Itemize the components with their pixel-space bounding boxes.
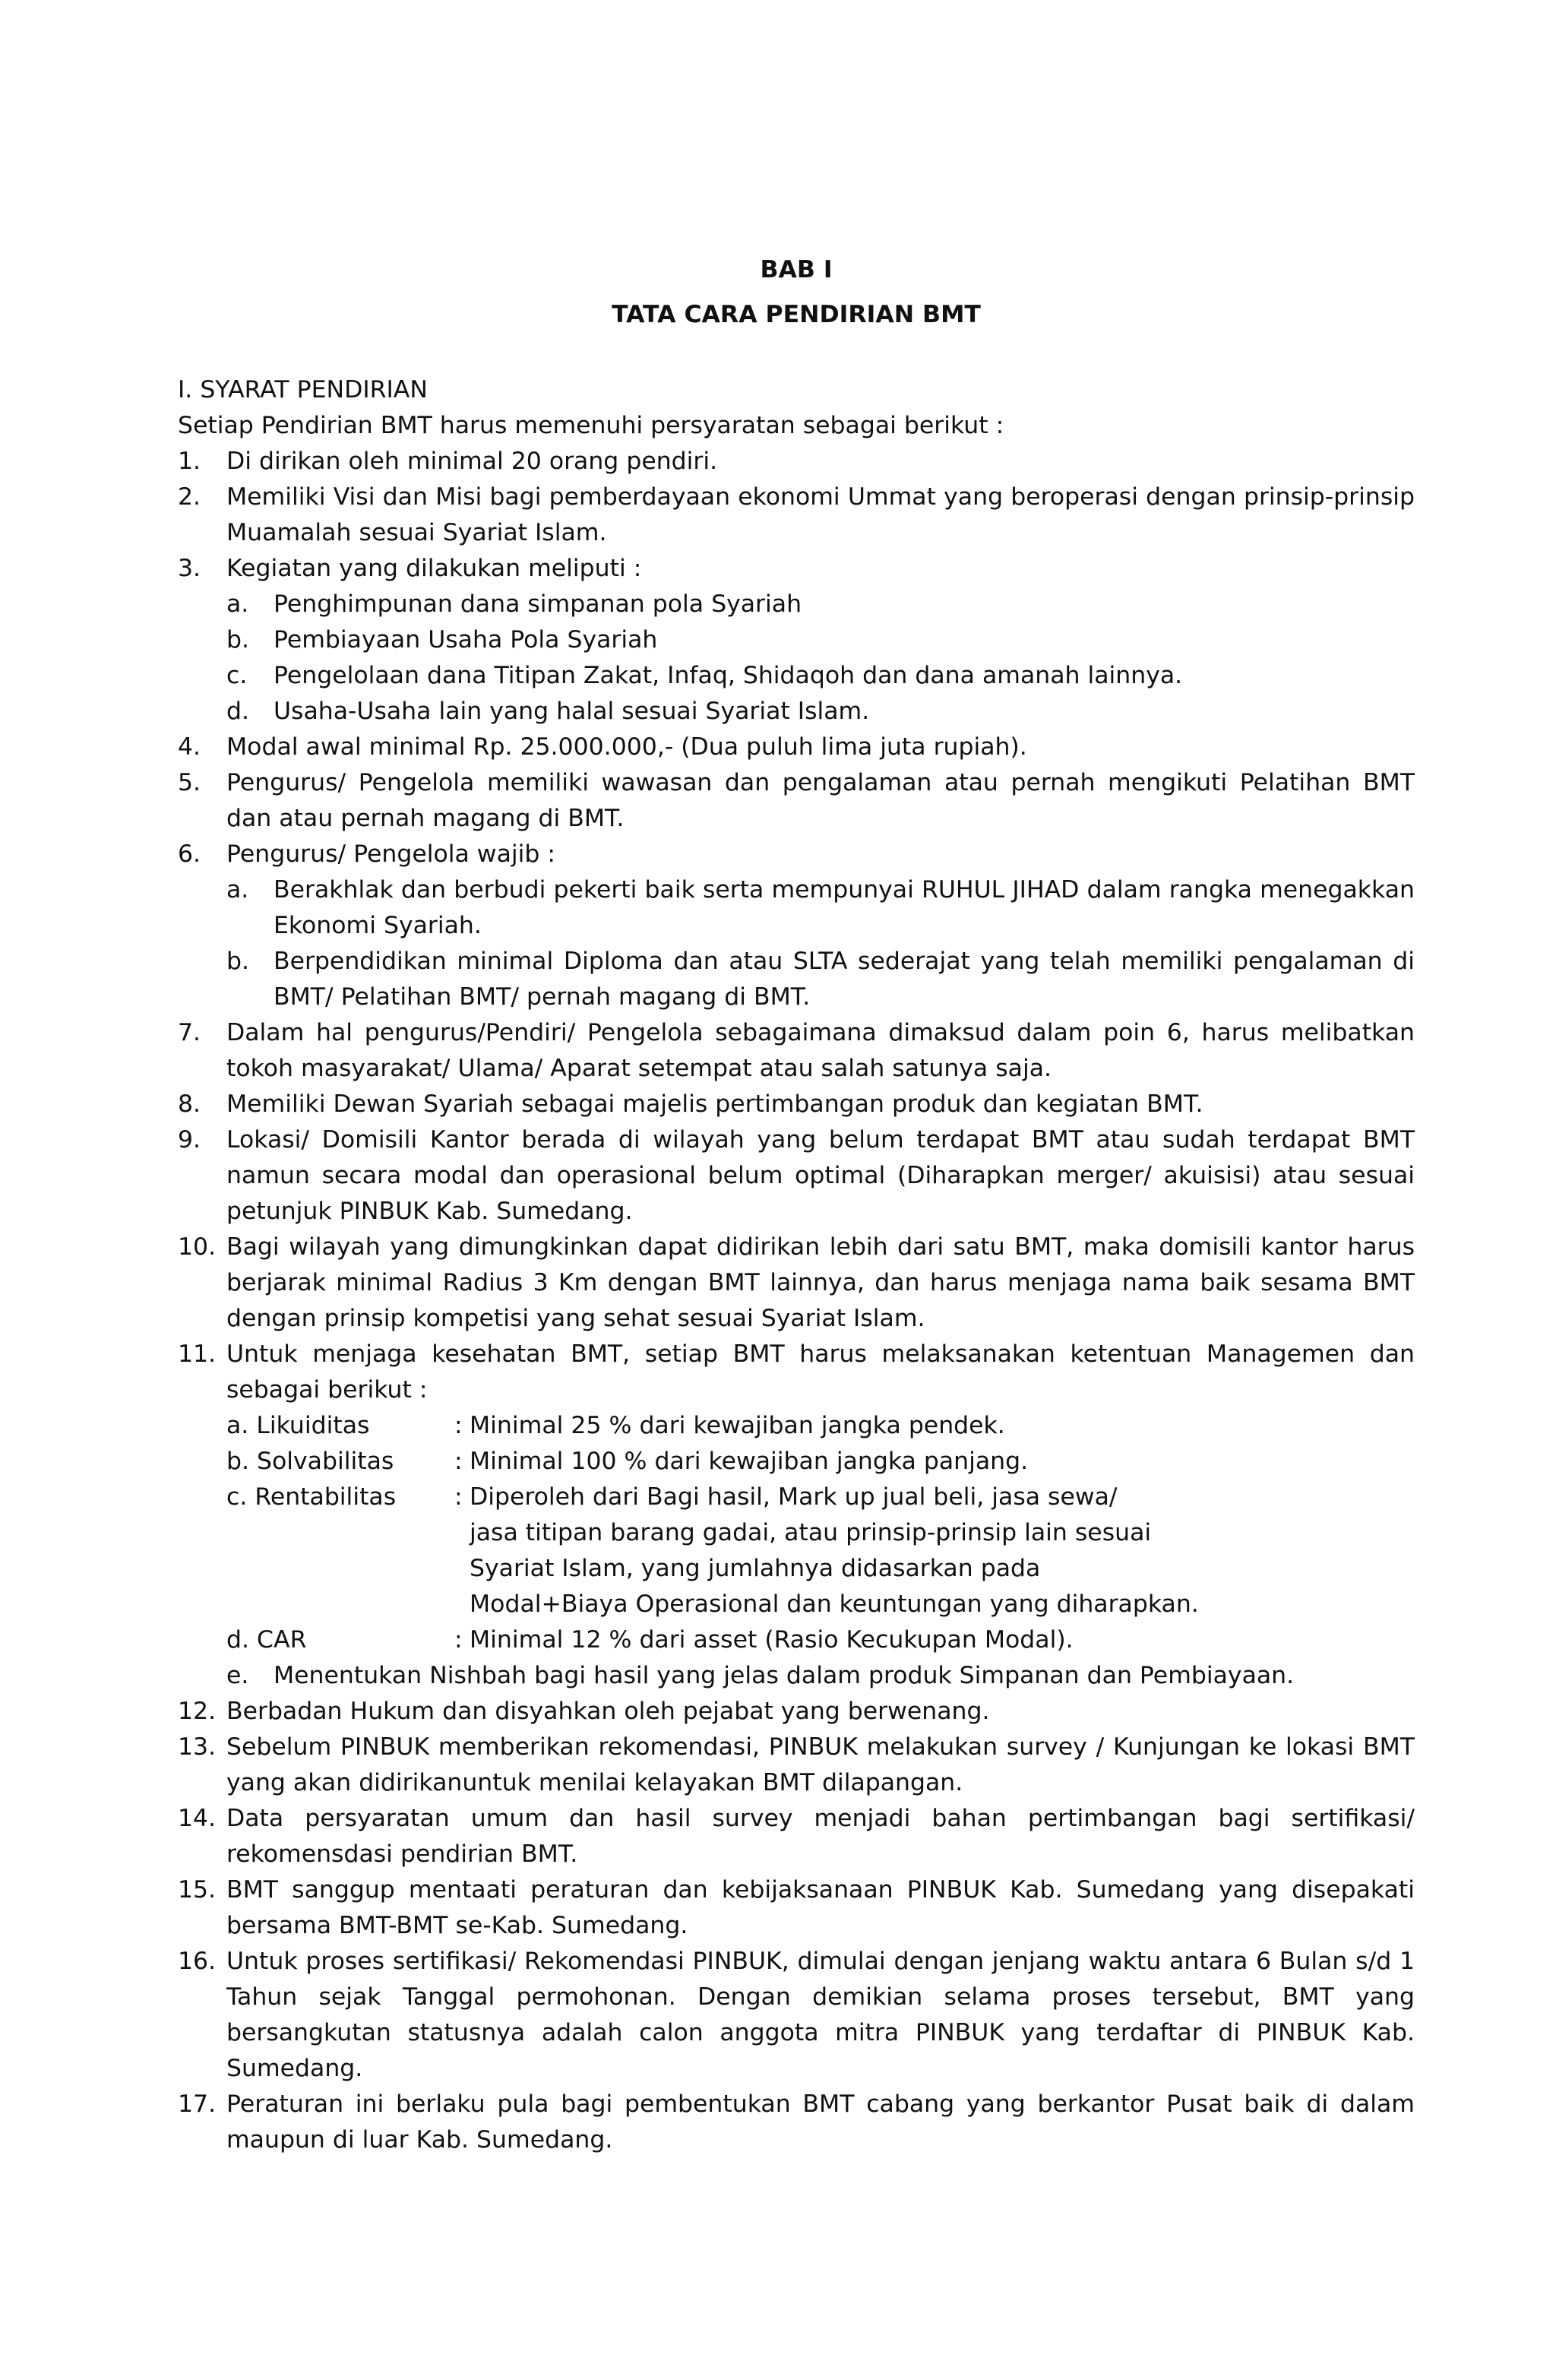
ratio-row-nishbah (178, 1658, 1415, 1694)
item-number: 13. (178, 1733, 217, 1761)
section-title: I. SYARAT PENDIRIAN (178, 376, 428, 404)
item-text: Kegiatan yang dilakukan meliputi : (226, 555, 642, 582)
list-item (178, 1694, 1415, 1730)
item-number: 16. (178, 1948, 217, 1975)
chapter-heading: BAB I (760, 256, 833, 283)
item-text: Sebelum PINBUK memberikan rekomendasi, PINBUK melakukan survey / Kunjungan ke lokasi BMT yang akan didirikanuntuk menilai kelayakan BMT dilapangan. (226, 1733, 1415, 1796)
item-text: Data persyaratan umum dan hasil survey menjadi bahan pertimbangan bagi sertifikasi/ rekomensdasi pendirian BMT. (226, 1805, 1415, 1868)
document-body (178, 248, 1415, 2158)
item-number: 17. (178, 2090, 217, 2118)
ratio-text: Minimal 25 % dari kewajiban jangka pendek. (470, 1412, 1005, 1439)
ratio-row-car (178, 1622, 1415, 1658)
item-number: 5. (178, 769, 201, 796)
ratio-continuation: Syariat Islam, yang jumlahnya didasarkan pada (470, 1555, 1041, 1582)
sub-item (178, 694, 1415, 730)
list-item (178, 1015, 1415, 1087)
sub-item (178, 658, 1415, 694)
item-text: Pengurus/ Pengelola memiliki wawasan dan pengalaman atau pernah mengikuti Pelatihan BMT dan atau pernah magang di BMT. (226, 769, 1415, 832)
list-item (178, 730, 1415, 765)
ratio-text: Minimal 100 % dari kewajiban jangka panjang. (470, 1448, 1029, 1475)
list-item (178, 1872, 1415, 1944)
item-text: Modal awal minimal Rp. 25.000.000,- (Dua puluh lima juta rupiah). (226, 733, 1027, 761)
section-intro: Setiap Pendirian BMT harus memenuhi persyaratan sebagai berikut : (178, 412, 1004, 439)
ratio-text: Diperoleh dari Bagi hasil, Mark up jual beli, jasa sewa/ (470, 1483, 1118, 1511)
item-text: Memiliki Dewan Syariah sebagai majelis pertimbangan produk dan kegiatan BMT. (226, 1090, 1203, 1118)
item-number: 4. (178, 733, 201, 761)
ratio-row-rentabilitas (178, 1480, 1415, 1515)
ratio-label: a. Likuiditas (226, 1412, 370, 1439)
item-number: 15. (178, 1876, 217, 1904)
sub-item-text: Berakhlak dan berbudi pekerti baik serta mempunyai RUHUL JIHAD dalam rangka menegakkan Ekonomi Syariah. (274, 876, 1415, 939)
sub-item-label: b. (226, 626, 250, 654)
list-item (178, 1230, 1415, 1337)
sub-item (178, 872, 1415, 944)
sub-item (178, 587, 1415, 622)
list-item (178, 765, 1415, 837)
ratio-colon: : (454, 1483, 463, 1511)
sub-item-text: Penghimpunan dana simpanan pola Syariah (274, 590, 802, 618)
ratio-continuation: Modal+Biaya Operasional dan keuntungan yang diharapkan. (470, 1590, 1199, 1618)
ratio-label: c. Rentabilitas (226, 1483, 397, 1511)
list-item (178, 551, 1415, 587)
sub-item-label: d. (226, 698, 250, 725)
item-number: 12. (178, 1698, 217, 1725)
ratio-label: d. CAR (226, 1626, 307, 1654)
item-text: Memiliki Visi dan Misi bagi pemberdayaan ekonomi Ummat yang beroperasi dengan prinsip-prinsip Muamalah sesuai Syariat Islam. (226, 483, 1415, 546)
list-item (178, 2087, 1415, 2158)
ratio-text: Minimal 12 % dari asset (Rasio Kecukupan Modal). (470, 1626, 1074, 1654)
sub-item-label: e. (226, 1662, 249, 1689)
list-item (178, 444, 1415, 479)
document-title: TATA CARA PENDIRIAN BMT (612, 301, 981, 328)
item-number: 14. (178, 1805, 217, 1832)
ratio-colon: : (454, 1412, 463, 1439)
ratio-row-likuiditas (178, 1408, 1415, 1444)
list-item (178, 1944, 1415, 2087)
item-text: Peraturan ini berlaku pula bagi pembentukan BMT cabang yang berkantor Pusat baik di dalam maupun di luar Kab. Sumedang. (226, 2090, 1415, 2154)
list-item (178, 1087, 1415, 1122)
item-text: Pengurus/ Pengelola wajib : (226, 840, 556, 868)
item-text: Untuk proses sertifikasi/ Rekomendasi PINBUK, dimulai dengan jenjang waktu antara 6 Bulan s/d 1 Tahun sejak Tanggal permohonan. Dengan demikian selama proses tersebut, BMT yang bersangkutan statusnya adalah calon anggota mitra PINBUK yang terdaftar di PINBUK Kab. Sumedang. (226, 1948, 1415, 2082)
item-number: 9. (178, 1126, 201, 1154)
item-text: Lokasi/ Domisili Kantor berada di wilayah yang belum terdapat BMT atau sudah terdapat BMT namun secara modal dan operasional belum optimal (Diharapkan merger/ akuisisi) atau sesuai petunjuk PINBUK Kab. Sumedang. (226, 1126, 1415, 1225)
item-text: Bagi wilayah yang dimungkinkan dapat didirikan lebih dari satu BMT, maka domisili kantor harus berjarak minimal Radius 3 Km dengan BMT lainnya, dan harus menjaga nama baik sesama BMT dengan prinsip kompetisi yang sehat sesuai Syariat Islam. (226, 1233, 1415, 1332)
ratio-continuation: jasa titipan barang gadai, atau prinsip-prinsip lain sesuai (470, 1519, 1152, 1546)
sub-item-text: Menentukan Nishbah bagi hasil yang jelas dalam produk Simpanan dan Pembiayaan. (274, 1662, 1295, 1689)
sub-item-label: c. (226, 662, 248, 689)
item-number: 8. (178, 1090, 201, 1118)
sub-item-label: a. (226, 876, 249, 904)
item-number: 2. (178, 483, 201, 511)
item-text: Di dirikan oleh minimal 20 orang pendiri. (226, 448, 718, 475)
item-text: BMT sanggup mentaati peraturan dan kebijaksanaan PINBUK Kab. Sumedang yang disepakati bersama BMT-BMT se-Kab. Sumedang. (226, 1876, 1415, 1939)
sub-item (178, 944, 1415, 1015)
list-item (178, 1337, 1415, 1408)
list-item (178, 479, 1415, 551)
item-number: 3. (178, 555, 201, 582)
list-item (178, 1801, 1415, 1872)
item-text: Untuk menjaga kesehatan BMT, setiap BMT harus melaksanakan ketentuan Managemen dan sebagai berikut : (226, 1340, 1415, 1404)
ratio-colon: : (454, 1626, 463, 1654)
sub-item-label: a. (226, 590, 249, 618)
item-number: 1. (178, 448, 201, 475)
item-text: Dalam hal pengurus/Pendiri/ Pengelola sebagaimana dimaksud dalam poin 6, harus melibatkan tokoh masyarakat/ Ulama/ Aparat setempat atau salah satunya saja. (226, 1019, 1415, 1082)
list-item (178, 837, 1415, 872)
item-number: 7. (178, 1019, 201, 1046)
ratio-row-solvabilitas (178, 1444, 1415, 1480)
item-number: 11. (178, 1340, 217, 1368)
sub-item-text: Pengelolaan dana Titipan Zakat, Infaq, Shidaqoh dan dana amanah lainnya. (274, 662, 1183, 689)
item-text: Berbadan Hukum dan disyahkan oleh pejabat yang berwenang. (226, 1698, 990, 1725)
sub-item-label: b. (226, 948, 250, 975)
list-item (178, 1122, 1415, 1230)
sub-item-text: Usaha-Usaha lain yang halal sesuai Syariat Islam. (274, 698, 870, 725)
item-number: 10. (178, 1233, 217, 1261)
ratio-colon: : (454, 1448, 463, 1475)
list-item (178, 1730, 1415, 1801)
sub-item-text: Pembiayaan Usaha Pola Syariah (274, 626, 658, 654)
item-number: 6. (178, 840, 201, 868)
ratio-label: b. Solvabilitas (226, 1448, 394, 1475)
sub-item-text: Berpendidikan minimal Diploma dan atau SLTA sederajat yang telah memiliki pengalaman di BMT/ Pelatihan BMT/ pernah magang di BMT. (274, 948, 1415, 1011)
sub-item (178, 622, 1415, 658)
